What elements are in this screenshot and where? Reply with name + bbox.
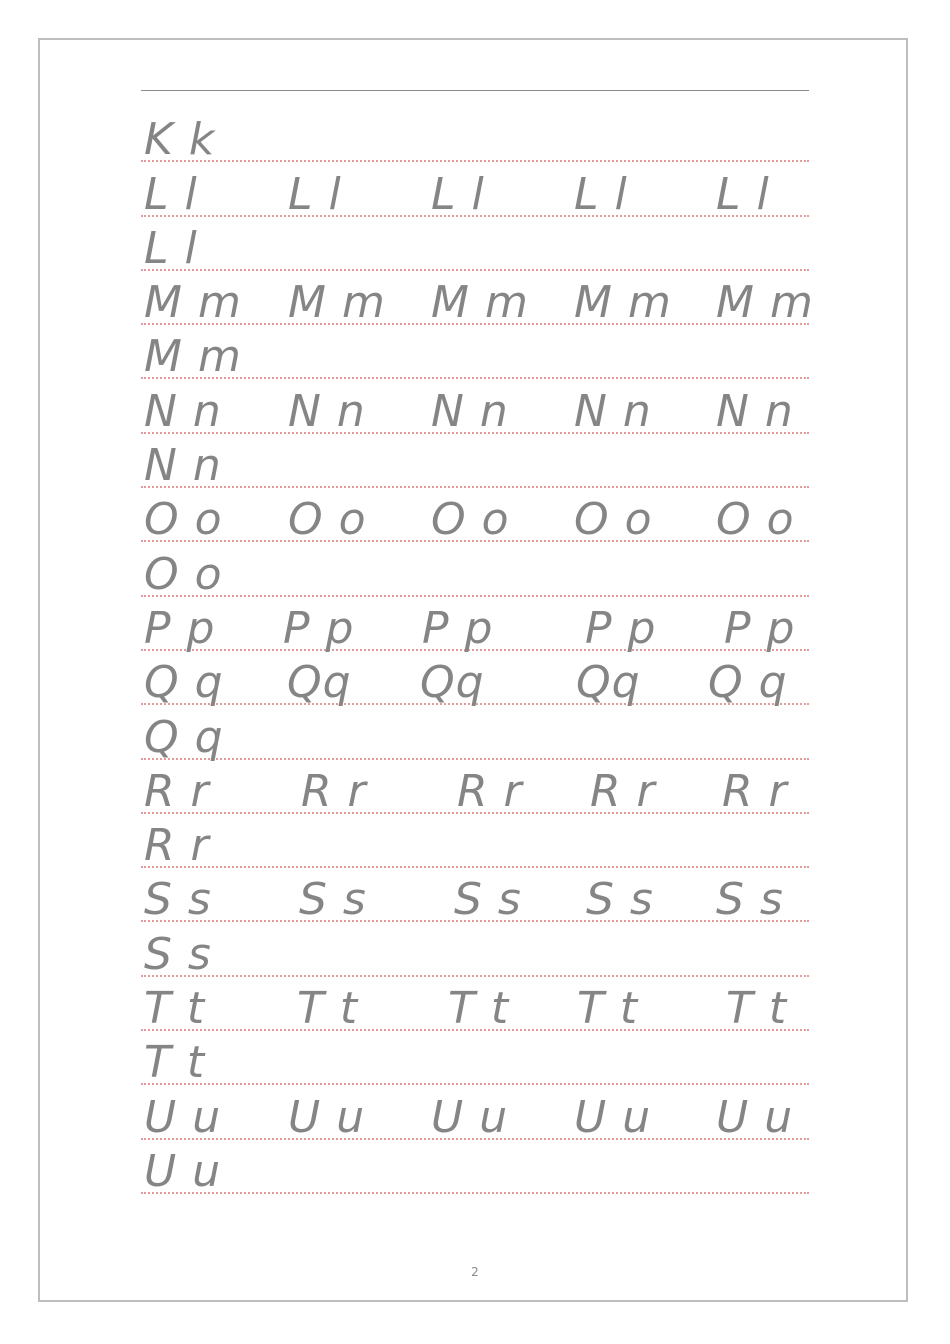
letter-pair: S s [454, 874, 522, 926]
letter-pair: S s [144, 874, 212, 926]
writing-line [141, 977, 809, 1035]
letter-pair: N n [716, 385, 794, 437]
letter-pair: L l [574, 168, 628, 220]
letter-pair: U u [574, 1091, 652, 1143]
writing-line [141, 434, 809, 492]
letter-pair: T t [726, 983, 788, 1035]
letter-pair: M m [288, 277, 386, 329]
writing-line [141, 271, 814, 329]
letter-pair: M m [144, 331, 242, 383]
letter-pair: N n [144, 440, 222, 492]
letter-pair: Q q [144, 657, 224, 709]
letter-pair: Qq [576, 657, 641, 709]
writing-line [141, 1031, 809, 1089]
letter-pair: R r [144, 820, 210, 872]
letter-pair: P p [144, 602, 216, 654]
writing-line [141, 488, 809, 546]
letter-pair: L l [288, 168, 342, 220]
writing-line [141, 814, 809, 872]
letter-pair: P p [422, 602, 494, 654]
letter-pair: Qq [420, 657, 485, 709]
letter-pair: T t [144, 1037, 206, 1089]
page-number: 2 [471, 1265, 479, 1279]
writing-line [141, 217, 809, 274]
letter-pair: U u [431, 1091, 509, 1143]
handwriting-worksheet [141, 108, 814, 1197]
letter-pair: L l [144, 168, 198, 220]
letter-pair: M m [716, 277, 814, 329]
letter-pair: T t [297, 983, 359, 1035]
letter-pair: N n [288, 385, 366, 437]
letter-pair: R r [590, 765, 656, 817]
letter-pair: N n [431, 385, 509, 437]
letter-pair: P p [283, 602, 355, 654]
letter-pair: Qq [287, 657, 352, 709]
letter-pair: Q q [144, 711, 224, 763]
letter-pair: N n [574, 385, 652, 437]
letter-pair: P p [585, 602, 657, 654]
letter-pair: R r [722, 765, 788, 817]
letter-pair: L l [431, 168, 485, 220]
letter-pair: U u [288, 1091, 366, 1143]
letter-pair: S s [586, 874, 654, 926]
letter-pair: O o [574, 494, 653, 546]
letter-pair: R r [144, 765, 210, 817]
writing-line [141, 1085, 809, 1143]
writing-line [141, 868, 809, 926]
letter-pair: R r [301, 765, 367, 817]
letter-pair: O o [288, 494, 367, 546]
letter-pair: P p [724, 602, 796, 654]
letter-pair: M m [574, 277, 672, 329]
letter-pair: O o [144, 494, 223, 546]
letter-pair: S s [299, 874, 367, 926]
letter-pair: O o [716, 494, 795, 546]
writing-line [141, 760, 809, 817]
letter-pair: R r [457, 765, 523, 817]
letter-pair: K k [144, 114, 216, 166]
writing-line [141, 922, 809, 980]
letter-pair: Q q [708, 657, 788, 709]
letter-pair: T t [448, 983, 510, 1035]
writing-line [141, 705, 809, 763]
letter-pair: U u [144, 1091, 222, 1143]
letter-pair: M m [144, 277, 242, 329]
letter-pair: T t [144, 983, 206, 1035]
letter-pair: O o [431, 494, 510, 546]
writing-line [141, 651, 809, 709]
letter-pair: L l [716, 168, 770, 220]
letter-pair: N n [144, 385, 222, 437]
writing-line [141, 597, 809, 654]
writing-line [141, 162, 809, 220]
letter-pair: M m [431, 277, 529, 329]
writing-line [141, 379, 809, 437]
writing-line [141, 1140, 809, 1197]
letter-pair: T t [577, 983, 639, 1035]
header-rule [141, 90, 809, 91]
letter-pair: L l [144, 222, 198, 274]
writing-line [141, 542, 809, 600]
letter-pair: U u [716, 1091, 794, 1143]
writing-line [141, 325, 809, 383]
letter-pair: S s [144, 928, 212, 980]
letter-pair: S s [716, 874, 784, 926]
letter-pair: U u [144, 1145, 222, 1197]
letter-pair: O o [144, 548, 223, 600]
writing-line [141, 108, 809, 166]
